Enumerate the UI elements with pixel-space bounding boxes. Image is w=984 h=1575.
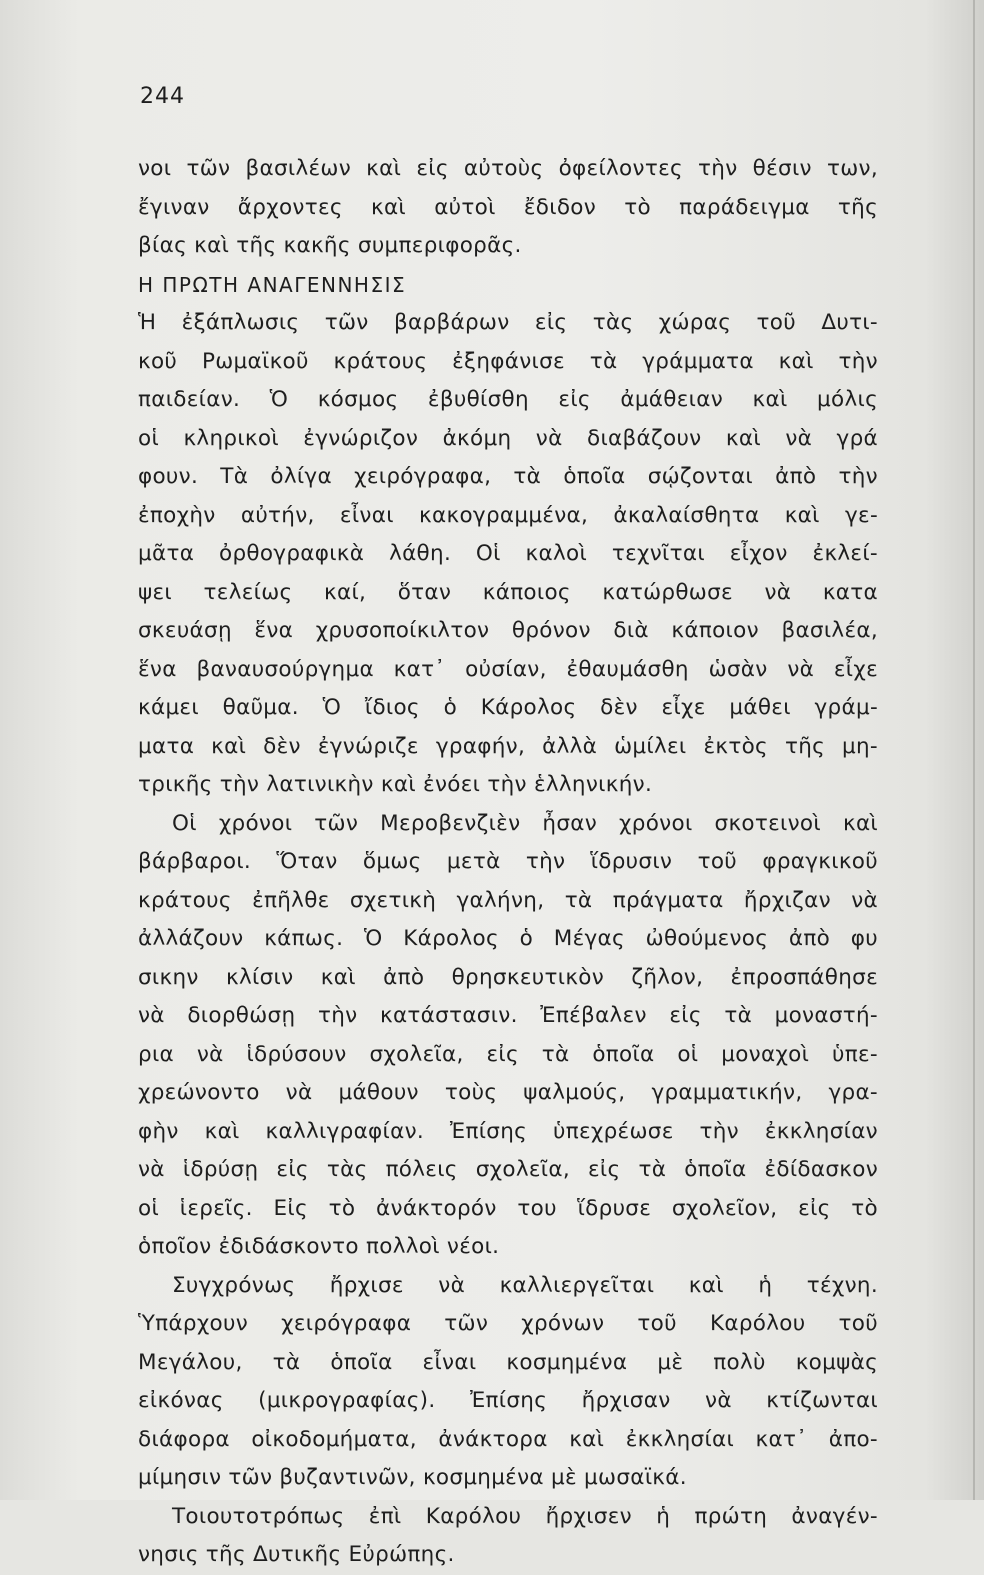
text-line: κράτους ἐπῆλθε σχετικὴ γαλήνη, τὰ πράγματα ἤρχιζαν νὰ bbox=[138, 887, 878, 913]
text-line: Ὑπάρχουν χειρόγραφα τῶν χρόνων τοῦ Καρόλου τοῦ bbox=[138, 1311, 878, 1336]
text-line: νοι τῶν βασιλέων καὶ εἰς αὐτοὺς ὀφείλοντες τὴν θέσιν των, bbox=[138, 156, 878, 181]
text-line: κάμει θαῦμα. Ὁ ἴδιος ὁ Κάρολος δὲν εἶχε μάθει γράμ- bbox=[138, 695, 878, 720]
text-line: φουν. Τὰ ὀλίγα χειρόγραφα, τὰ ὁποῖα σῴζονται ἀπὸ τὴν bbox=[138, 464, 878, 489]
paragraph-2 bbox=[138, 805, 878, 1267]
text-line: χρεώνοντο νὰ μάθουν τοὺς ψαλμούς, γραμματικήν, γρα- bbox=[138, 1080, 878, 1105]
text-line: σκευάσῃ ἕνα χρυσοποίκιλτον θρόνον διὰ κάποιον βασιλέα, bbox=[138, 618, 878, 643]
text-line: βίας καὶ τῆς κακῆς συμπεριφορᾶς. bbox=[138, 233, 522, 258]
text-line: φὴν καὶ καλλιγραφίαν. Ἐπίσης ὑπεχρέωσε τὴν ἐκκλησίαν bbox=[138, 1118, 878, 1144]
text-line: κοῦ Ρωμαϊκοῦ κράτους ἐξηφάνισε τὰ γράμματα καὶ τὴν bbox=[138, 348, 878, 374]
text-line: εἰκόνας (μικρογραφίας). Ἐπίσης ἤρχισαν νὰ κτίζωνται bbox=[138, 1388, 878, 1413]
text-line: ἀλλάζουν κάπως. Ὁ Κάρολος ὁ Μέγας ὠθούμενος ἀπὸ φυ bbox=[138, 926, 878, 951]
text-line: ἐποχὴν αὐτήν, εἶναι κακογραμμένα, ἀκαλαίσθητα καὶ γε- bbox=[138, 502, 878, 528]
intro-paragraph bbox=[138, 150, 878, 266]
text-line: ἔγιναν ἄρχοντες καὶ αὐτοὶ ἔδιδον τὸ παράδειγμα τῆς bbox=[138, 194, 878, 220]
text-line: βάρβαροι. Ὅταν ὅμως μετὰ τὴν ἵδρυσιν τοῦ φραγκικοῦ bbox=[138, 849, 878, 874]
text-line: Τοιουτοτρόπως ἐπὶ Καρόλου ἤρχισεν ἡ πρώτη ἀναγέν- bbox=[172, 1503, 878, 1529]
text-line: Ἡ ἐξάπλωσις τῶν βαρβάρων εἰς τὰς χώρας τοῦ Δυτι- bbox=[138, 310, 878, 335]
paragraph-4 bbox=[138, 1498, 878, 1575]
text-line: οἱ ἱερεῖς. Εἰς τὸ ἀνάκτορόν του ἵδρυσε σχολεῖον, εἰς τὸ bbox=[138, 1195, 878, 1221]
text-line: διάφορα οἰκοδομήματα, ἀνάκτορα καὶ ἐκκλησίαι κατ᾽ ἀπο- bbox=[138, 1426, 878, 1452]
text-line: μίμησιν τῶν βυζαντινῶν, κοσμημένα μὲ μωσαϊκά. bbox=[138, 1465, 687, 1490]
page-body bbox=[138, 150, 878, 1575]
text-line: Οἱ χρόνοι τῶν Μεροβενζιὲν ἦσαν χρόνοι σκοτεινοὶ καὶ bbox=[172, 810, 878, 836]
text-line: Συγχρόνως ἤρχισε νὰ καλλιεργεῖται καὶ ἡ τέχνη. bbox=[172, 1272, 878, 1298]
text-line: παιδείαν. Ὁ κόσμος ἐβυθίσθη εἰς ἀμάθειαν καὶ μόλις bbox=[138, 387, 878, 412]
text-line: ρια νὰ ἱδρύσουν σχολεῖα, εἰς τὰ ὁποῖα οἱ μοναχοὶ ὑπε- bbox=[138, 1041, 878, 1067]
section-heading: Η ΠΡΩΤΗ ΑΝΑΓΕΝΝΗΣΙΣ bbox=[138, 272, 407, 297]
text-line: μᾶτα ὀρθογραφικὰ λάθη. Οἱ καλοὶ τεχνῖται εἶχον ἐκλεί- bbox=[138, 541, 878, 566]
paragraph-3 bbox=[138, 1267, 878, 1498]
text-line: ψει τελείως καί, ὅταν κάποιος κατώρθωσε νὰ κατα bbox=[138, 579, 878, 605]
text-line: Μεγάλου, τὰ ὁποῖα εἶναι κοσμημένα μὲ πολὺ κομψὰς bbox=[138, 1349, 878, 1375]
page-number: 244 bbox=[140, 84, 185, 109]
paragraph-1 bbox=[138, 304, 878, 805]
text-line: ὁποῖον ἐδιδάσκοντο πολλοὶ νέοι. bbox=[138, 1234, 500, 1259]
text-line: οἱ κληρικοὶ ἐγνώριζον ἀκόμη νὰ διαβάζουν καὶ νὰ γρά bbox=[138, 425, 878, 451]
text-line: νησις τῆς Δυτικῆς Εὐρώπης. bbox=[138, 1542, 455, 1567]
text-line: σικην κλίσιν καὶ ἀπὸ θρησκευτικὸν ζῆλον, ἐπροσπάθησε bbox=[138, 964, 878, 990]
text-line: νὰ ἱδρύσῃ εἰς τὰς πόλεις σχολεῖα, εἰς τὰ ὁποῖα ἐδίδασκον bbox=[138, 1157, 878, 1182]
text-line: τρικῆς τὴν λατινικὴν καὶ ἐνόει τὴν ἑλληνικήν. bbox=[138, 772, 653, 797]
text-line: νὰ διορθώσῃ τὴν κατάστασιν. Ἐπέβαλεν εἰς τὰ μοναστή- bbox=[138, 1003, 878, 1028]
page-edge bbox=[973, 0, 975, 1500]
text-line: ἕνα βαναυσούργημα κατ᾽ οὐσίαν, ἐθαυμάσθη ὡσὰν νὰ εἶχε bbox=[138, 656, 878, 682]
text-line: ματα καὶ δὲν ἐγνώριζε γραφήν, ἀλλὰ ὡμίλει ἐκτὸς τῆς μη- bbox=[138, 733, 878, 759]
